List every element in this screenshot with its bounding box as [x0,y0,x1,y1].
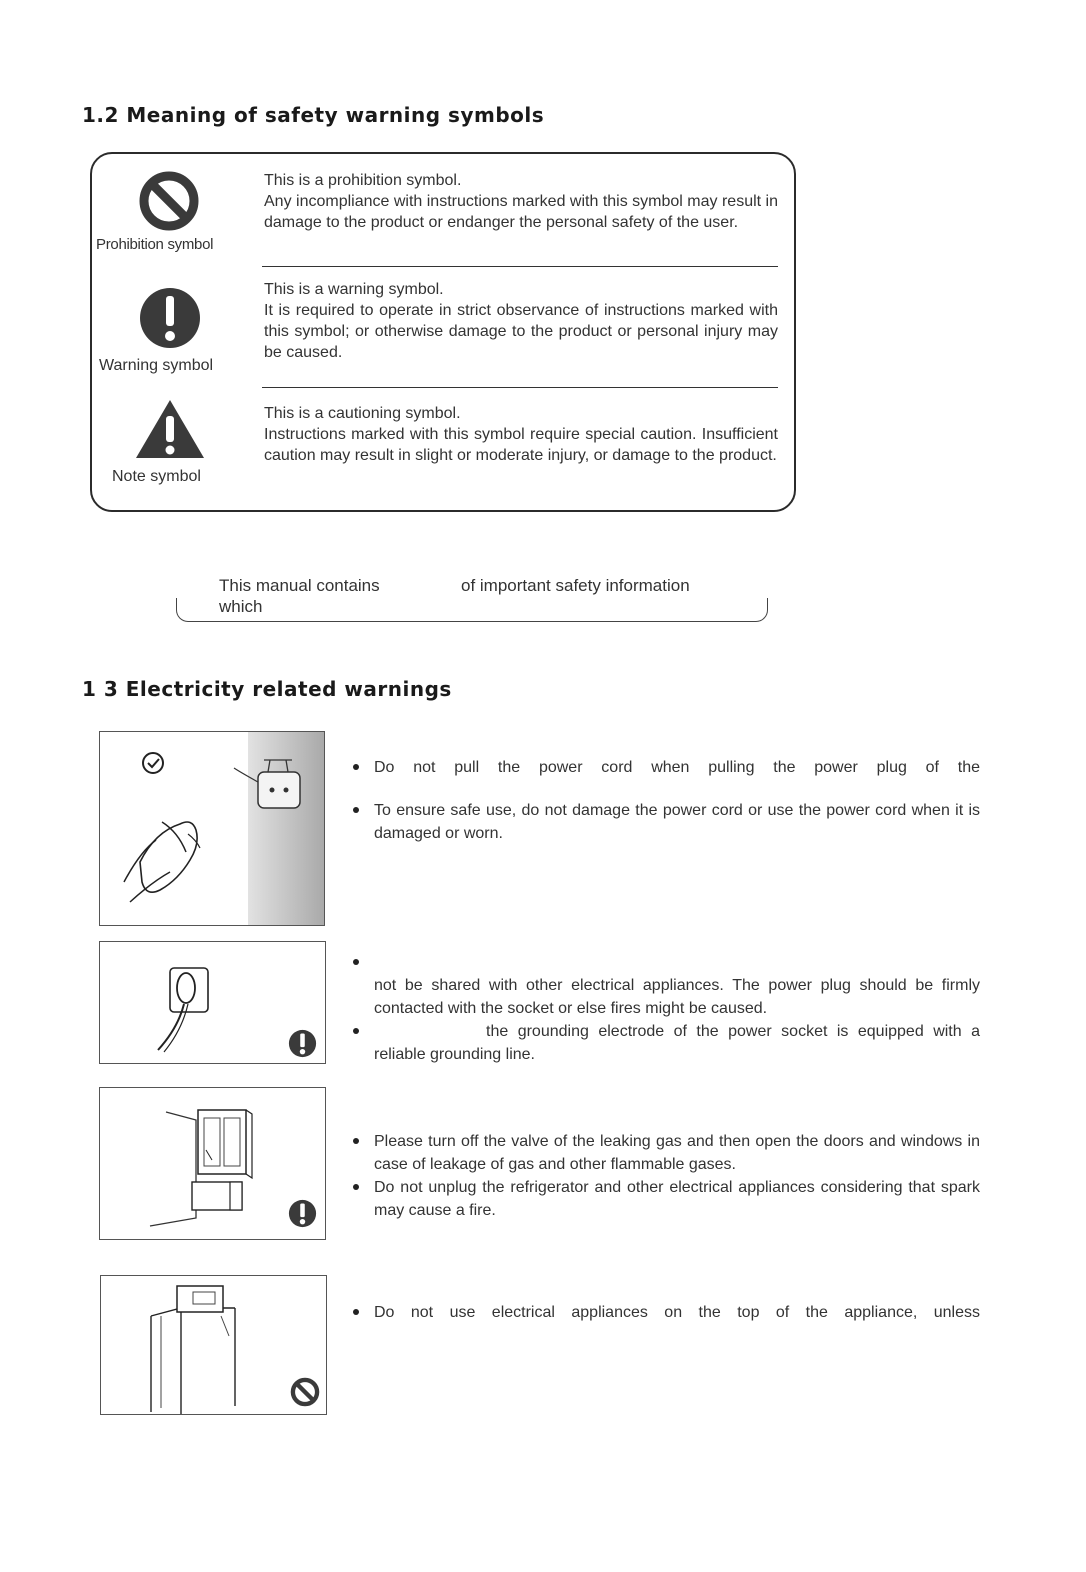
warning-symbol-label: Warning symbol [99,357,214,374]
warning-description [264,279,778,363]
warning-icon [288,1029,317,1058]
bullet-item: Please turn off the valve of the leaking gas and then open the doors and windows in case of leakage of gas and other flammable gases. [350,1130,980,1176]
note-text-part1: This manual contains [219,576,380,595]
bullet-continuation: not be shared with other electrical appliances. The power plug should be firmly contacted with the socket or else fires might be caused. [374,977,980,1017]
prohibition-text: Any incompliance with instructions marked with this symbol may result in damage to the product or endanger the personal safety of the user. [264,193,778,231]
bullet-item: Do not unplug the refrigerator and other electrical appliances considering that spark may cause a fire. [350,1176,980,1222]
warning-icon [288,1199,317,1228]
caution-description [264,403,778,466]
note-text-part3: which [219,597,263,616]
warning-icon [138,286,202,350]
caution-text: Instructions marked with this symbol require special caution. Insufficient caution may result in slight or moderate injury, or damage to the product. [264,426,778,464]
prohibition-heading: This is a prohibition symbol. [264,172,462,189]
warning-text: It is required to operate in strict observance of instructions marked with this symbol; or otherwise damage to the product or personal injury may be caused. [264,302,778,361]
warning-group-4 [350,1301,980,1324]
note-symbol-label: Note symbol [112,468,201,485]
caution-heading: This is a cautioning symbol. [264,405,461,422]
prohibition-symbol-label: Prohibition symbol [96,236,214,253]
warning-group-2 [350,951,980,1066]
prohibition-icon [138,170,200,232]
warning-group-3 [350,1130,980,1222]
section-title-electricity: 1 3 Electricity related warnings [82,677,452,701]
section-title-symbols: 1.2 Meaning of safety warning symbols [82,103,545,127]
warning-heading: This is a warning symbol. [264,281,444,298]
warning-group-1 [350,756,980,845]
check-icon [140,750,166,776]
bullet-item: To ensure safe use, do not damage the power cord or use the power cord when it is damaged or worn. [350,799,980,845]
note-bracket [176,598,768,622]
bullet-item [350,951,980,974]
divider [262,387,778,388]
divider [262,266,778,267]
prohibition-icon [290,1377,320,1407]
bullet-item: Do not pull the power cord when pulling the power plug of the [350,756,980,779]
prohibition-description [264,170,778,233]
bullet-item: the grounding electrode of the power socket is equipped with a reliable grounding line. [350,1020,980,1066]
note-text-part2: of important safety information [461,576,690,595]
bullet-item: Do not use electrical appliances on the top of the appliance, unless [350,1301,980,1324]
caution-triangle-icon [134,398,206,460]
hand-pulling-plug-illustration [99,731,325,926]
